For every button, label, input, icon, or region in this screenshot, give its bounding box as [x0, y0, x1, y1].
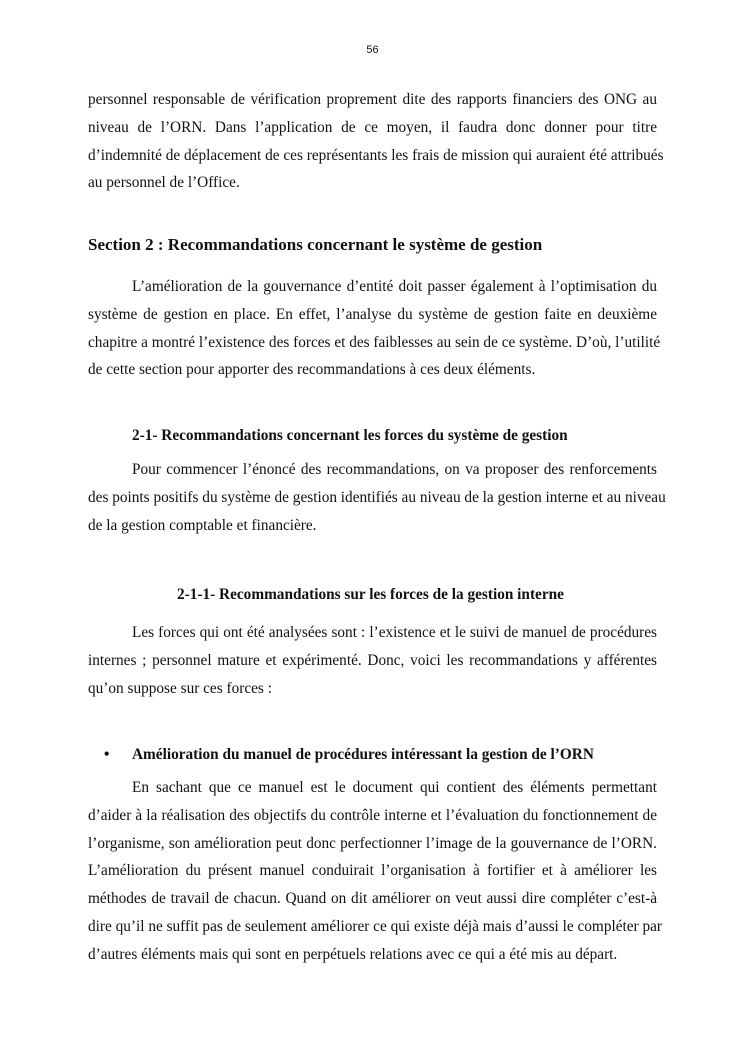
text-line: d’aider à la réalisation des objectifs du contrôle interne et l’évaluation du fonctionnement de [88, 806, 657, 824]
text-line: chapitre a montré l’existence des forces et des faiblesses au sein de ce système. D’où, l’utilité [88, 333, 661, 351]
page-number: 56 [366, 44, 379, 56]
text-line: internes ; personnel mature et expérimenté. Donc, voici les recommandations y afférentes [88, 651, 657, 669]
text-line: Pour commencer l’énoncé des recommandations, on va proposer des renforcements [132, 461, 657, 478]
text-line: au personnel de l’Office. [88, 174, 240, 192]
subsection-2-1-1-heading: 2-1-1- Recommandations sur les forces de la gestion interne [177, 586, 564, 603]
text-line: En sachant que ce manuel est le document qui contient des éléments permettant [132, 779, 657, 796]
paragraph-2 [88, 273, 661, 384]
text-line: niveau de l’ORN. Dans l’application de ce moyen, il faudra donc donner pour titre [88, 118, 657, 136]
paragraph-1 [88, 86, 664, 197]
paragraph-5 [88, 774, 662, 969]
text-line: qu’on suppose sur ces forces : [88, 679, 272, 697]
text-line: système de gestion en place. En effet, l’analyse du système de gestion faite en deuxième [88, 305, 657, 323]
text-line: l’organisme, son amélioration peut donc perfectionner l’image de la gouvernance de l’ORN. [88, 834, 657, 852]
text-line: d’autres éléments mais qui sont en perpétuels relations avec ce qui a été mis au départ. [88, 945, 618, 963]
text-line: d’indemnité de déplacement de ces représentants les frais de mission qui auraient été attribués [88, 146, 664, 164]
bullet-icon: • [104, 746, 110, 763]
text-line: L’amélioration de la gouvernance d’entité doit passer également à l’optimisation du [132, 278, 657, 295]
text-line: des points positifs du système de gestion identifiés au niveau de la gestion interne et au niveau [88, 488, 666, 506]
paragraph-4 [88, 619, 657, 702]
text-line: personnel responsable de vérification proprement dite des rapports financiers des ONG au [88, 91, 657, 108]
text-line: Les forces qui ont été analysées sont : l’existence et le suivi de manuel de procédures [132, 624, 657, 641]
section-2-heading: Section 2 : Recommandations concernant le système de gestion [88, 235, 543, 254]
bullet-heading: Amélioration du manuel de procédures intéressant la gestion de l’ORN [132, 746, 594, 763]
subsection-2-1-heading: 2-1- Recommandations concernant les forces du système de gestion [132, 427, 568, 444]
text-line: de la gestion comptable et financière. [88, 516, 317, 534]
text-line: de cette section pour apporter des recommandations à ces deux éléments. [88, 361, 536, 379]
text-line: dire qu’il ne suffit pas de seulement améliorer ce qui existe déjà mais d’aussi le compléter par [88, 917, 662, 935]
text-line: L’amélioration du présent manuel conduirait l’organisation à fortifier et à améliorer les [88, 862, 657, 880]
paragraph-3 [88, 456, 666, 539]
text-line: méthodes de travail de chacun. Quand on dit améliorer on veut aussi dire compléter c’est-à [88, 890, 657, 908]
